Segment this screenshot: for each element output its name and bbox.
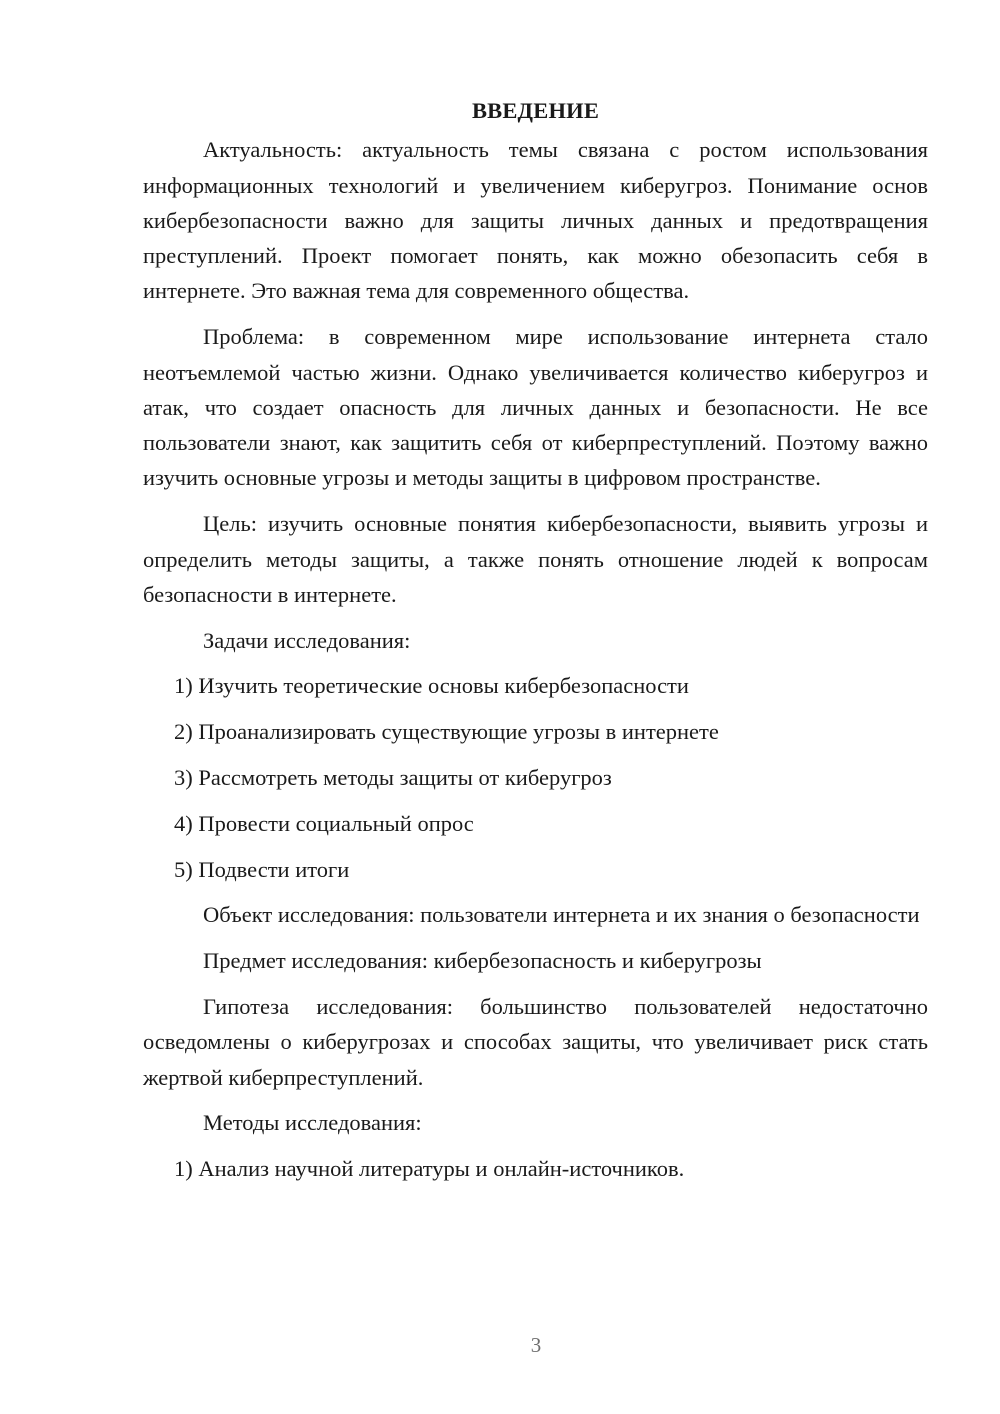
subject-paragraph: Предмет исследования: кибербезопасность и киберугрозы (203, 948, 762, 974)
relevance-paragraph: Актуальность: актуальность темы связана с ростом использования информационных технологий и увеличением киберугроз. Понимание основ кибербезопасности важно для защиты личных данных и предотвращения преступлений. Проект помогает понять, как можно обезопасить себя в интернете. Это важная тема для современного общества. (143, 137, 928, 304)
object-paragraph: Объект исследования: пользователи интернета и их знания о безопасности (203, 902, 920, 928)
section-title: ВВЕДЕНИЕ (471, 98, 600, 123)
task-item-1: 1) Изучить теоретические основы кибербезопасности (174, 673, 689, 699)
tasks-heading: Задачи исследования: (203, 627, 411, 653)
method-item-1: 1) Анализ научной литературы и онлайн-источников. (174, 1156, 685, 1182)
task-item-4: 4) Провести социальный опрос (174, 810, 474, 836)
problem-paragraph: Проблема: в современном мире использование интернета стало неотъемлемой частью жизни. Однако увеличивается количество киберугроз и атак, что создает опасность для личных данных и безопасности. Не все пользователи знают, как защитить себя от киберпреступлений. Поэтому важно изучить основные угрозы и методы защиты в цифровом пространстве. (143, 324, 928, 491)
task-item-5: 5) Подвести итоги (174, 856, 350, 882)
goal-paragraph: Цель: изучить основные понятия кибербезопасности, выявить угрозы и определить методы защиты, а также понять отношение людей к вопросам безопасности в интернете. (143, 511, 928, 607)
methods-heading: Методы исследования: (203, 1110, 422, 1136)
page-number: 3 (530, 1333, 542, 1357)
task-item-3: 3) Рассмотреть методы защиты от киберугроз (174, 765, 612, 791)
page-content (143, 93, 928, 1197)
hypothesis-paragraph: Гипотеза исследования: большинство пользователей недостаточно осведомлены о киберугрозах и способах защиты, что увеличивает риск стать жертвой киберпреступлений. (143, 994, 928, 1090)
task-item-2: 2) Проанализировать существующие угрозы в интернете (174, 719, 719, 745)
